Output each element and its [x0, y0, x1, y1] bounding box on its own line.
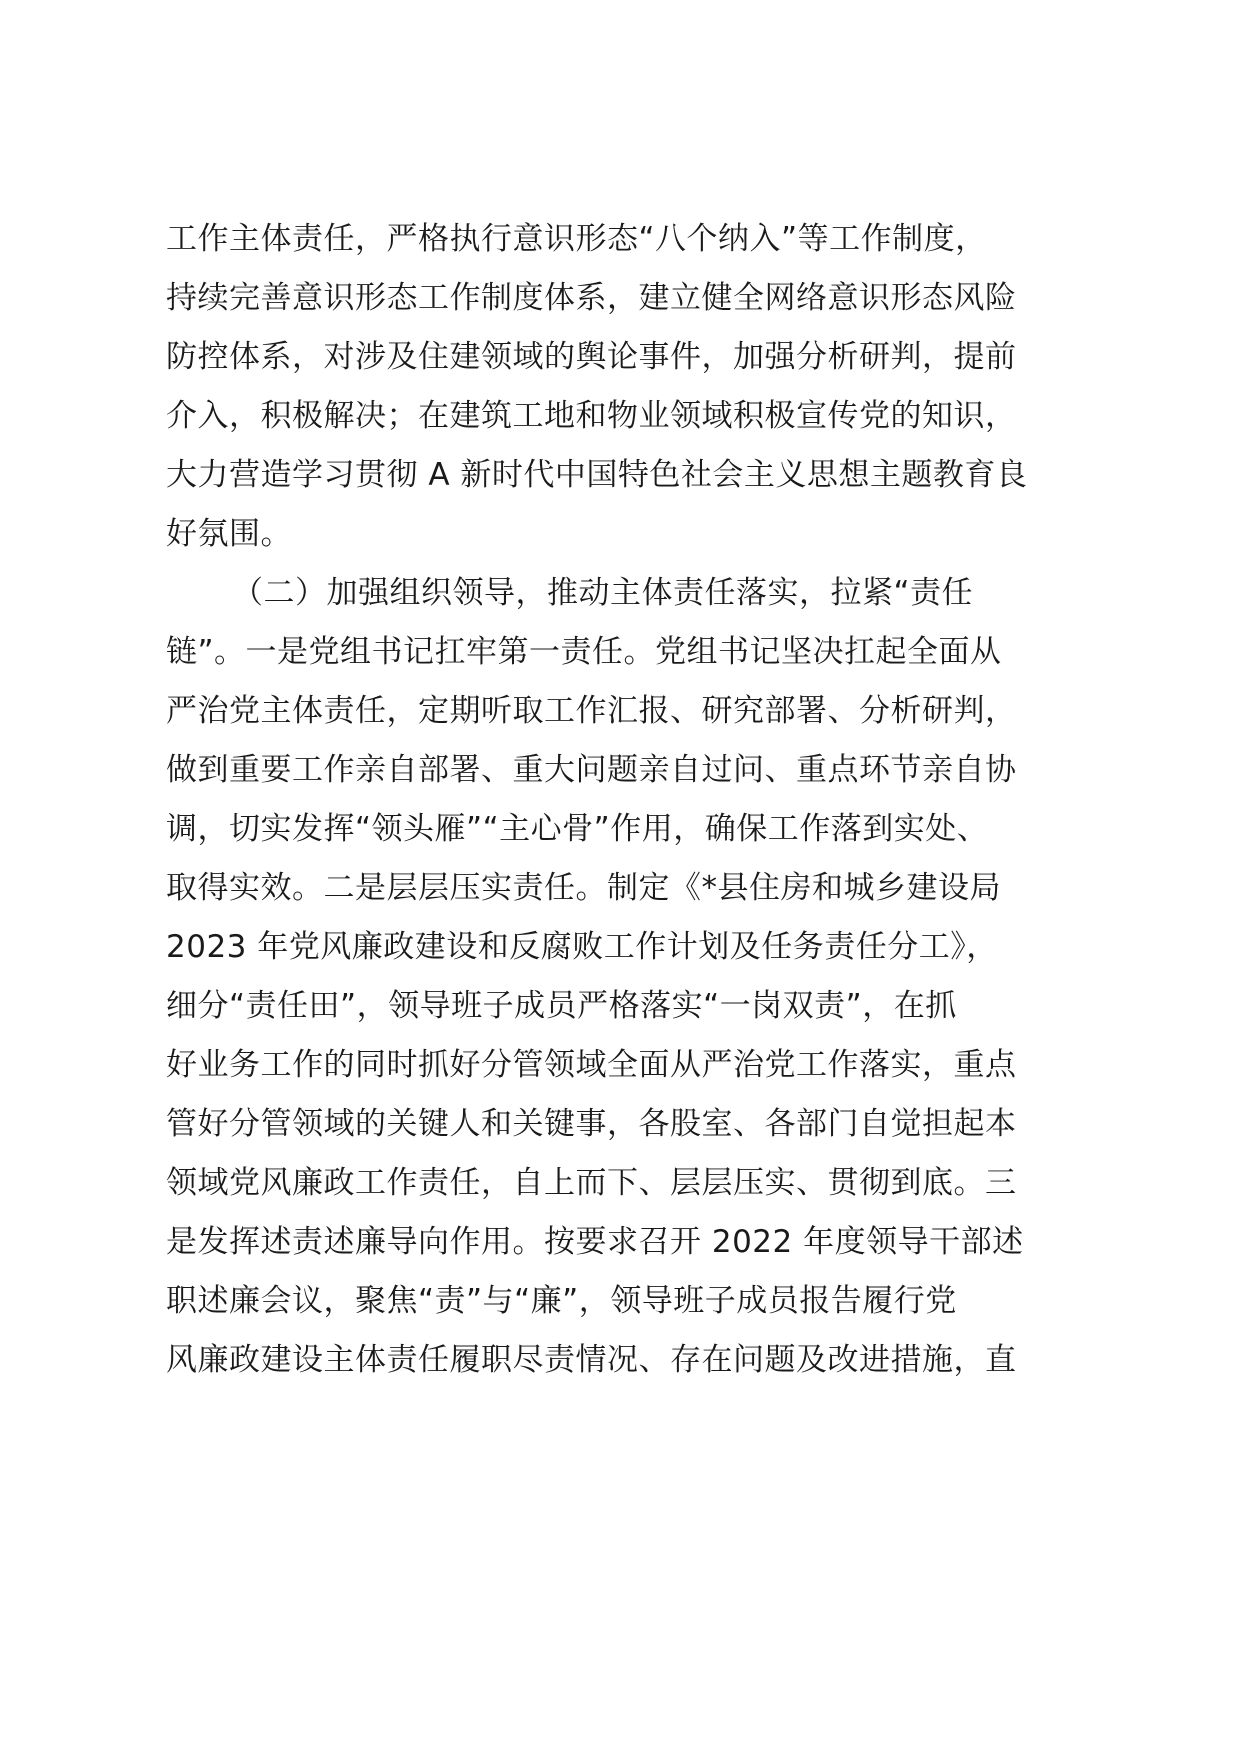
text-line: 好氛围。 [166, 516, 292, 552]
text-line: 是发挥述责述廉导向作用。按要求召开 2022 年度领导干部述 [166, 1224, 1024, 1260]
text-line: 风廉政建设主体责任履职尽责情况、存在问题及改进措施，直 [166, 1342, 1017, 1378]
text-line: 做到重要工作亲自部署、重大问题亲自过问、重点环节亲自协 [166, 752, 1017, 788]
section-heading-line: （二）加强组织领导，推动主体责任落实，拉紧“责任 [232, 575, 974, 611]
text-line: 领域党风廉政工作责任，自上而下、层层压实、贯彻到底。三 [166, 1165, 1017, 1201]
text-line: 介入，积极解决；在建筑工地和物业领域积极宣传党的知识， [166, 398, 1017, 434]
text-line: 好业务工作的同时抓好分管领域全面从严治党工作落实，重点 [166, 1047, 1017, 1083]
text-line: 防控体系，对涉及住建领域的舆论事件，加强分析研判，提前 [166, 339, 1017, 375]
text-line: 职述廉会议，聚焦“责”与“廉”，领导班子成员报告履行党 [166, 1283, 957, 1319]
text-line: 取得实效。二是层层压实责任。制定《*县住房和城乡建设局 [166, 870, 1001, 906]
text-line: 严治党主体责任，定期听取工作汇报、研究部署、分析研判， [166, 693, 1017, 729]
text-line: 调，切实发挥“领头雁”“主心骨”作用，确保工作落到实处、 [166, 811, 989, 847]
text-line: 链”。一是党组书记扛牢第一责任。党组书记坚决扛起全面从 [166, 634, 1002, 670]
text-line: 管好分管领域的关键人和关键事，各股室、各部门自觉担起本 [166, 1106, 1017, 1142]
text-line: 持续完善意识形态工作制度体系，建立健全网络意识形态风险 [166, 280, 1017, 316]
text-line: 大力营造学习贯彻 A 新时代中国特色社会主义思想主题教育良 [166, 457, 1028, 493]
text-line: 工作主体责任，严格执行意识形态“八个纳入”等工作制度， [166, 221, 987, 257]
text-line: 细分“责任田”，领导班子成员严格落实“一岗双责”，在抓 [166, 988, 957, 1024]
text-line: 2023 年党风廉政建设和反腐败工作计划及任务责任分工》， [166, 929, 998, 965]
